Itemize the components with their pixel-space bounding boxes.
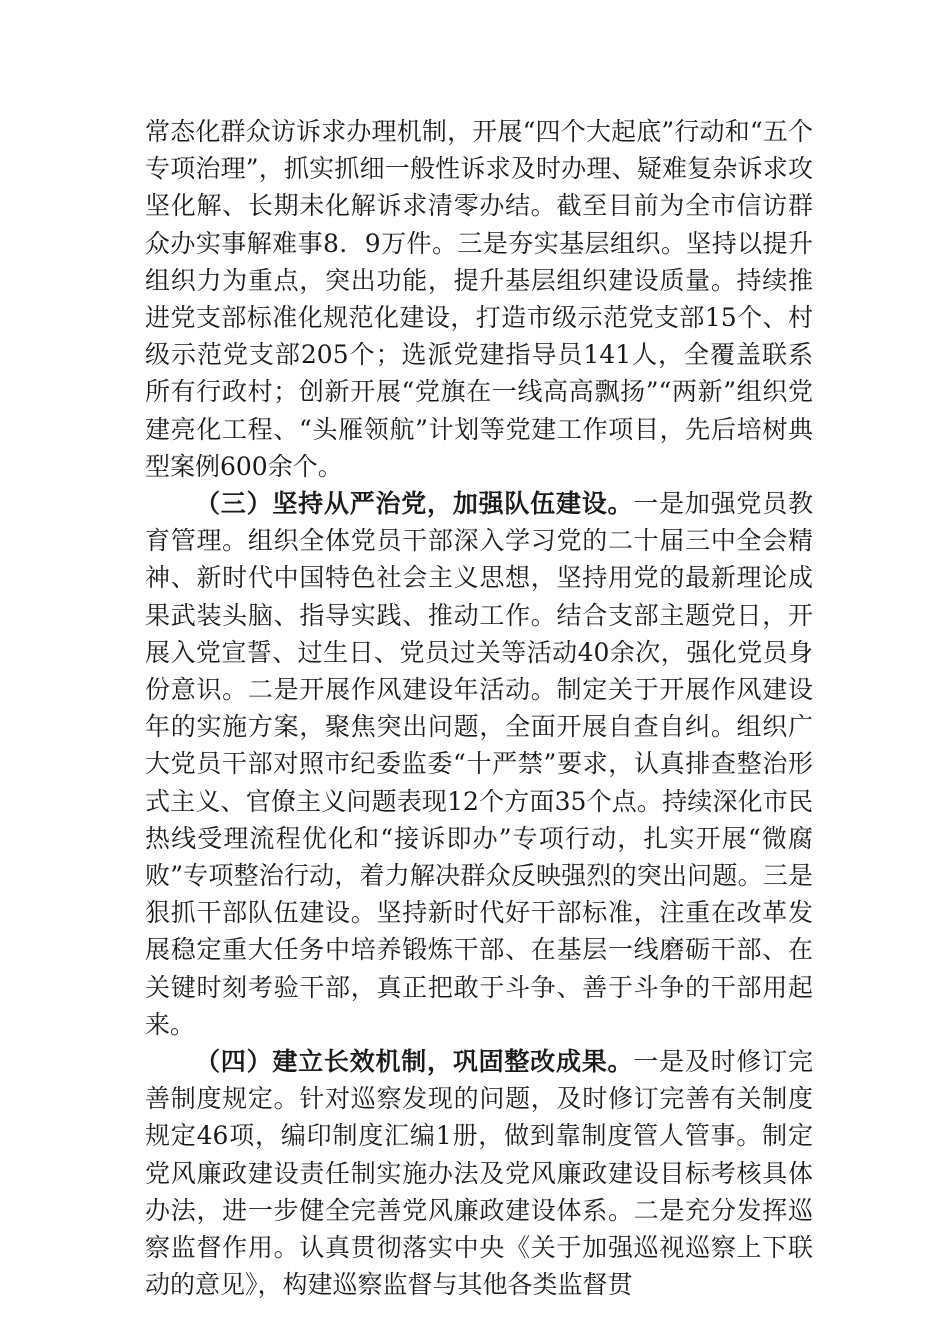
paragraph-section-3 [145,485,813,1043]
paragraph-body: 常态化群众访诉求办理机制，开展“四个大起底”行动和“五个专项治理”，抓实抓细一般性诉求及时办理、疑难复杂诉求攻坚化解、长期未化解诉求清零办结。截至目前为全市信访群众办实事解难事8．9万件。三是夯实基层组织。坚持以提升组织力为重点，突出功能，提升基层组织建设质量。持续推进党支部标准化规范化建设，打造市级示范党支部15个、村级示范党支部205个；选派党建指导员141人，全覆盖联系所有行政村；创新开展“党旗在一线高高飘扬”“两新”组织党建亮化工程、“头雁领航”计划等党建工作项目，先后培树典型案例600余个。 [145,117,813,481]
section-heading: （四）建立长效机制，巩固整改成果。 [195,1047,634,1077]
paragraph-section-4 [145,1043,813,1303]
section-heading: （三）坚持从严治党，加强队伍建设。 [195,489,634,519]
document-body [145,113,813,1304]
paragraph-continuation [145,113,813,485]
paragraph-body: 一是及时修订完善制度规定。针对巡察发现的问题，及时修订完善有关制度规定46项，编印制度汇编1册，做到靠制度管人管事。制定党风廉政建设责任制实施办法及党风廉政建设目标考核具体办法，进一步健全完善党风廉政建设体系。二是充分发挥巡察监督作用。认真贯彻落实中央《关于加强巡视巡察上下联动的意见》，构建巡察监督与其他各类监督贯 [145,1047,813,1300]
paragraph-body: 一是加强党员教育管理。组织全体党员干部深入学习党的二十届三中全会精神、新时代中国特色社会主义思想，坚持用党的最新理论成果武装头脑、指导实践、推动工作。结合支部主题党日，开展入党宣誓、过生日、党员过关等活动40余次，强化党员身份意识。二是开展作风建设年活动。制定关于开展作风建设年的实施方案，聚焦突出问题，全面开展自查自纠。组织广大党员干部对照市纪委监委“十严禁”要求，认真排查整治形式主义、官僚主义问题表现12个方面35个点。持续深化市民热线受理流程优化和“接诉即办”专项行动，扎实开展“微腐败”专项整治行动，着力解决群众反映强烈的突出问题。三是狠抓干部队伍建设。坚持新时代好干部标准，注重在改革发展稳定重大任务中培养锻炼干部、在基层一线磨砺干部、在关键时刻考验干部，真正把敢于斗争、善于斗争的干部用起来。 [145,489,813,1039]
